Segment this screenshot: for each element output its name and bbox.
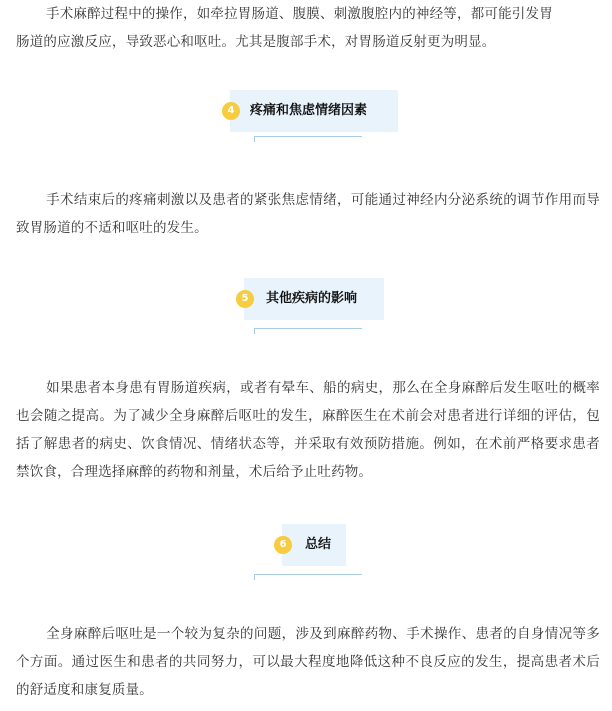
number-badge: 5 bbox=[236, 290, 254, 308]
paragraph-4: 全身麻醉后呕吐是一个较为复杂的问题，涉及到麻醉药物、手术操作、患者的自身情况等多个方面。通过医生和患者的共同努力，可以最大程度地降低这种不良反应的发生，提高患者术后的舒适度和康复质量。 bbox=[16, 626, 600, 698]
section-title: 其他疾病的影响 bbox=[266, 291, 358, 306]
section-title: 总结 bbox=[305, 537, 332, 552]
section-heading-5 bbox=[0, 278, 612, 336]
number-badge: 6 bbox=[274, 536, 292, 554]
heading-underline bbox=[254, 136, 362, 137]
heading-underline bbox=[254, 328, 362, 329]
paragraph-3: 如果患者本身患有胃肠道疾病，或者有晕车、船的病史，那么在全身麻醉后发生呕吐的概率也会随之提高。为了减少全身麻醉后呕吐的发生，麻醉医生在术前会对患者进行详细的评估，包括了解患者的病史、饮食情况、情绪状态等，并采取有效预防措施。例如，在术前严格要求患者禁饮食，合理选择麻醉的药物和剂量，术后给予止吐药物。 bbox=[16, 380, 600, 480]
section-title: 疼痛和焦虑情绪因素 bbox=[250, 103, 368, 118]
number-badge: 4 bbox=[222, 102, 240, 120]
paragraph-1-line-2: 肠道的应激反应，导致恶心和呕吐。尤其是腹部手术，对胃肠道反射更为明显。 bbox=[16, 34, 496, 50]
heading-underline-tick bbox=[254, 328, 255, 334]
section-heading-4 bbox=[0, 90, 612, 148]
heading-underline-tick bbox=[254, 574, 255, 580]
heading-underline-tick bbox=[254, 136, 255, 142]
section-heading-6 bbox=[0, 524, 612, 582]
heading-underline bbox=[254, 574, 362, 575]
paragraph-1-line-1: 手术麻醉过程中的操作，如牵拉胃肠道、腹膜、刺激腹腔内的神经等，都可能引发胃 bbox=[46, 6, 553, 22]
paragraph-2: 手术结束后的疼痛刺激以及患者的紧张焦虑情绪，可能通过神经内分泌系统的调节作用而导致胃肠道的不适和呕吐的发生。 bbox=[16, 192, 600, 236]
